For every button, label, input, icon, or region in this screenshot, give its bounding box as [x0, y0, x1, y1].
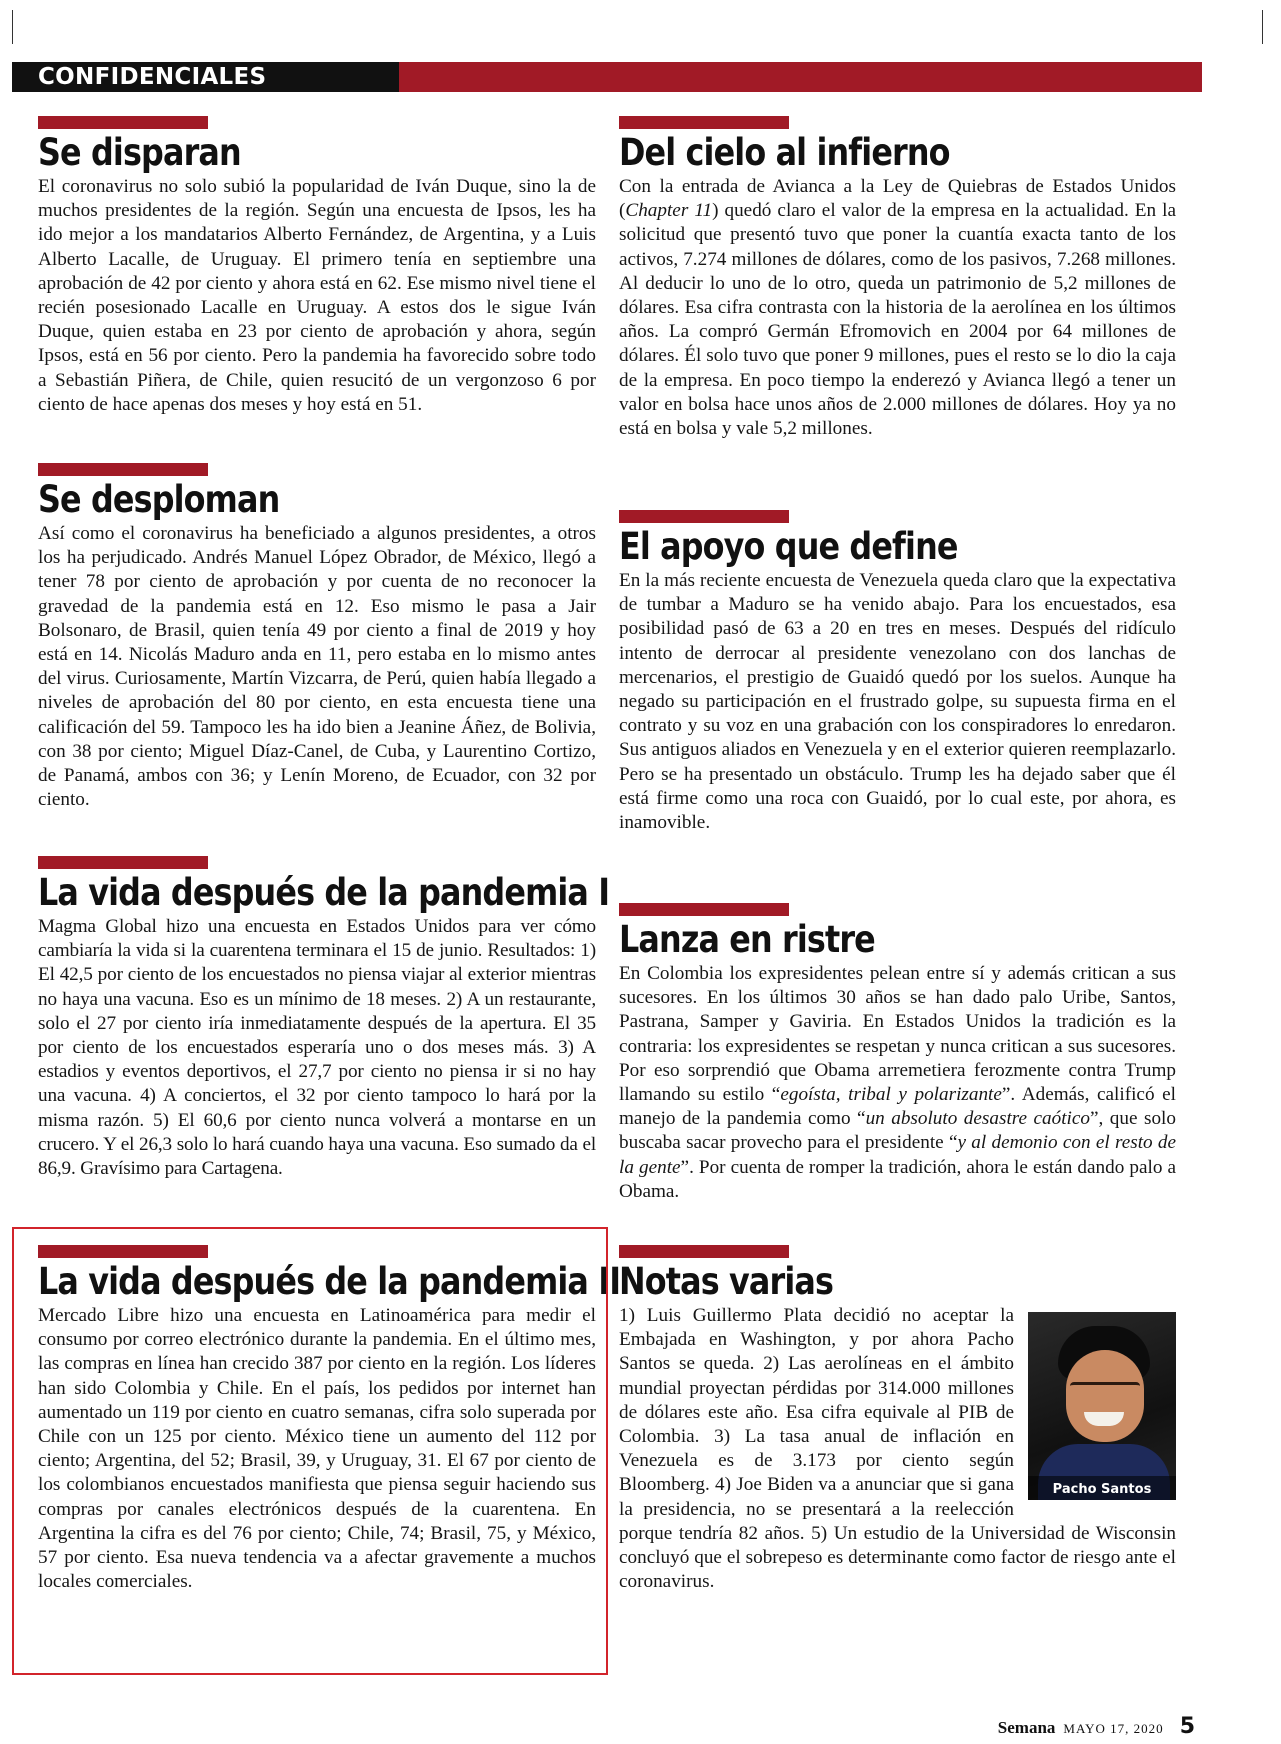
headline-accent-bar	[38, 856, 208, 869]
highlight-box	[12, 1227, 621, 1675]
body-text-segment: En Colombia los expresidentes pelean entre sí y además critican a sus sucesores. En los últimos 30 años se han dado palo Uribe, Santos, Pastrana, Samper y Gaviria. En Estados Unidos la tradición es la contraria: los expresidentes se respetan y nunca critican a sus sucesores. Por eso sorprendió que Obama arremetiera ferozmente contra Trump llamando su estilo “	[619, 963, 1176, 1106]
magazine-name: Semana	[997, 1718, 1056, 1737]
article-lanza-en-ristre	[619, 903, 1176, 1204]
headline: Notas varias	[619, 1260, 834, 1303]
headline: Del cielo al infierno	[619, 131, 950, 174]
body-text-segment: ”. Por cuenta de romper la tradición, ahora le están dando palo a Obama.	[619, 1156, 1176, 1202]
article-body: En la más reciente encuesta de Venezuela queda claro que la expectativa de tumbar a Maduro se ha venido abajo. Para los encuestados, esa posibilidad pasó de 63 a 20 en tres en meses. Después del ridículo intento de derrocar al presidente venezolano con dos lanchas de mercenarios, el prestigio de Guaidó quedó por los suelos. Aunque ha negado su participación en el frustrado golpe, su supuesta firma en el contrato y su voz en una grabación con los conspiradores lo enredaron. Sus antiguos aliados en Venezuela y en el exterior quieren reemplazarlo. Pero se ha presentado un obstáculo. Trump les ha dejado saber que él está firme como una roca con Guaidó, por lo cual este, por ahora, es inamovible.	[619, 570, 1176, 834]
headline-accent-bar	[619, 1245, 789, 1258]
portrait-photo	[1028, 1312, 1176, 1500]
body-text-italic: un absoluto desastre caótico	[865, 1108, 1091, 1130]
photo-glasses	[1070, 1382, 1140, 1399]
headline: Se desploman	[38, 478, 280, 521]
article-body: Así como el coronavirus ha beneficiado a algunos presidentes, a otros los ha perjudicado. Andrés Manuel López Obrador, de México, llegó a tener 78 por ciento de aprobación y por cuenta de no reconocer la gravedad de la pandemia está en 12. Eso mismo le pasa a Jair Bolsonaro, de Brasil, quien tenía 49 por ciento a final de 2019 y hoy está en 14. Nicolás Maduro anda en 11, pero estaba en lo mismo antes del virus. Curiosamente, Martín Vizcarra, de Perú, quien había llegado a niveles de aprobación del 80 por ciento, en esta encuesta tiene una calificación del 59. Tampoco les ha ido bien a Jeanine Áñez, de Bolivia, con 38 por ciento; Miguel Díaz-Canel, de Cuba, y Laurentino Cortizo, de Panamá, ambos con 36; y Lenín Moreno, de Ecuador, con 32 por ciento.	[38, 523, 596, 811]
crop-mark-top	[12, 10, 13, 44]
page-footer	[998, 1714, 1195, 1739]
body-text-segment: ”, que solo buscaba sacar provecho para el presidente “	[619, 1108, 1176, 1154]
article-body: 1) Luis Guillermo Plata decidió no aceptar la Embajada en Washington, y por ahora Pacho Santos se queda. 2) Las aerolíneas en el ámbito mundial proyectan pérdidas por 314.000 millones de dólares este año. Esa cifra equivale al PIB de Colombia. 3) La tasa anual de inflación en Venezuela es de 3.173 por ciento según Bloomberg. 4) Joe Biden va a anunciar que si gana la presidencia, no se presentará a la reelección porque tendría 82 años. 5) Un estudio de la Universidad de Wisconsin concluyó que el sobrepeso es determinante como factor de riesgo ante el coronavirus.	[619, 1305, 1176, 1593]
headline: La vida después de la pandemia II	[38, 1260, 621, 1303]
body-text-segment: Con la entrada de Avianca a la Ley de Quiebras de Estados Unidos (	[619, 176, 1176, 222]
headline: Lanza en ristre	[619, 918, 875, 961]
article-body: El coronavirus no solo subió la popularidad de Iván Duque, sino la de muchos presidentes de la región. Según una encuesta de Ipsos, les ha ido mejor a los mandatarios Alberto Fernández, de Argentina, y a Luis Alberto Lacalle, de Uruguay. El primero tenía en septiembre una aprobación de 42 por ciento y ahora está en 62. Ese mismo nivel tiene el recién posesionado Lacalle en Uruguay. A estos dos le sigue Iván Duque, quien estaba en 23 por ciento de aprobación y ahora, según Ipsos, está en 56 por ciento. Pero la pandemia ha favorecido sobre todo a Sebastián Piñera, de Chile, quien resucitó de un vergonzoso 6 por ciento de hace apenas dos meses y hoy está en 51.	[38, 176, 596, 415]
article-se-disparan	[38, 116, 596, 417]
section-label: CONFIDENCIALES	[12, 62, 399, 92]
headline-accent-bar	[619, 116, 789, 129]
crop-mark-top-right	[1262, 10, 1263, 44]
headline-accent-bar	[38, 116, 208, 129]
headline-accent-bar	[619, 510, 789, 523]
article-vida-pandemia-i	[38, 856, 610, 1181]
headline: Se disparan	[38, 131, 241, 174]
body-text-segment: ”. Además, calificó el manejo de la pandemia como “	[619, 1084, 1176, 1130]
headline: El apoyo que define	[619, 525, 958, 568]
headline-accent-bar	[38, 463, 208, 476]
body-text-italic: Chapter 11	[625, 200, 713, 222]
body-text-segment: ) quedó claro el valor de la empresa en la actualidad. En la solicitud que presentó tuvo que poner la cuantía exacta tanto de los activos, 7.274 millones de dólares, como de los pasivos, 7.268 millones. Al deducir lo uno de lo otro, queda un patrimonio de 5,2 millones de dólares. Esa cifra contrasta con la historia de la aerolínea en los últimos años. La compró Germán Efromovich en 2004 por 64 millones de dólares. Él solo tuvo que poner 9 millones, pues el resto se lo dio la caja de la empresa. En poco tiempo la enderezó y Avianca llegó a tener un valor en bolsa hace unos años de 2.000 millones de dólares. Hoy ya no está en bolsa y vale 5,2 millones.	[619, 200, 1176, 440]
body-text-italic: y al demonio con el resto de la gente	[619, 1132, 1177, 1178]
headline: La vida después de la pandemia I	[38, 871, 610, 914]
article-body: Mercado Libre hizo una encuesta en Latinoamérica para medir el consumo por correo electrónico durante la pandemia. En el último mes, las compras en línea han crecido 387 por ciento en la región. Los líderes han sido Colombia y Chile. En el país, los pedidos por internet han aumentado un 119 por ciento en cuatro semanas, cifra solo superada por Chile con un 125 por ciento. México tiene un aumento del 112 por ciento; Argentina, del 52; Brasil, 39, y Uruguay, 31. El 67 por ciento de los colombianos encuestados manifiesta que piensa seguir haciendo sus compras por canales electrónicos después de la cuarentena. En Argentina la cifra es del 76 por ciento; Chile, 74; Brasil, 75, y México, 57 por ciento. Esa nueva tendencia va a afectar gravemente a muchos locales comerciales.	[38, 1305, 596, 1593]
article-body: Magma Global hizo una encuesta en Estados Unidos para ver cómo cambiaría la vida si la cuarentena terminara el 15 de junio. Resultados: 1) El 42,5 por ciento de los encuestados no piensa viajar al exterior mientras no haya una vacuna. Eso es un mínimo de 18 meses. 2) A un restaurante, solo el 27 por ciento iría inmediatamente después de la apertura. El 35 por ciento de los encuestados esperaría uno o dos meses más. 3) A estadios y eventos deportivos, el 27,7 por ciento no piensa ir si no hay una vacuna. 4) A conciertos, el 32 por ciento tampoco lo hará por la misma razón. 5) El 60,6 por ciento nunca volverá a montarse en un crucero. Y el 26,3 solo lo hará cuando haya una vacuna. Eso sumado da el 86,9. Gravísimo para Cartagena.	[38, 916, 596, 1180]
page-number: 5	[1179, 1714, 1195, 1739]
article-body	[619, 962, 1176, 1204]
headline-accent-bar	[619, 903, 789, 916]
issue-date: MAYO 17, 2020	[1063, 1721, 1164, 1736]
article-el-apoyo-que-define	[619, 510, 1176, 835]
article-se-desploman	[38, 463, 596, 812]
article-del-cielo-al-infierno	[619, 116, 1176, 441]
article-body	[619, 175, 1176, 441]
body-text-italic: egoísta, tribal y polarizante	[780, 1084, 1002, 1106]
photo-caption: Pacho Santos	[1052, 1482, 1152, 1497]
article-notas-varias	[619, 1245, 1176, 1594]
